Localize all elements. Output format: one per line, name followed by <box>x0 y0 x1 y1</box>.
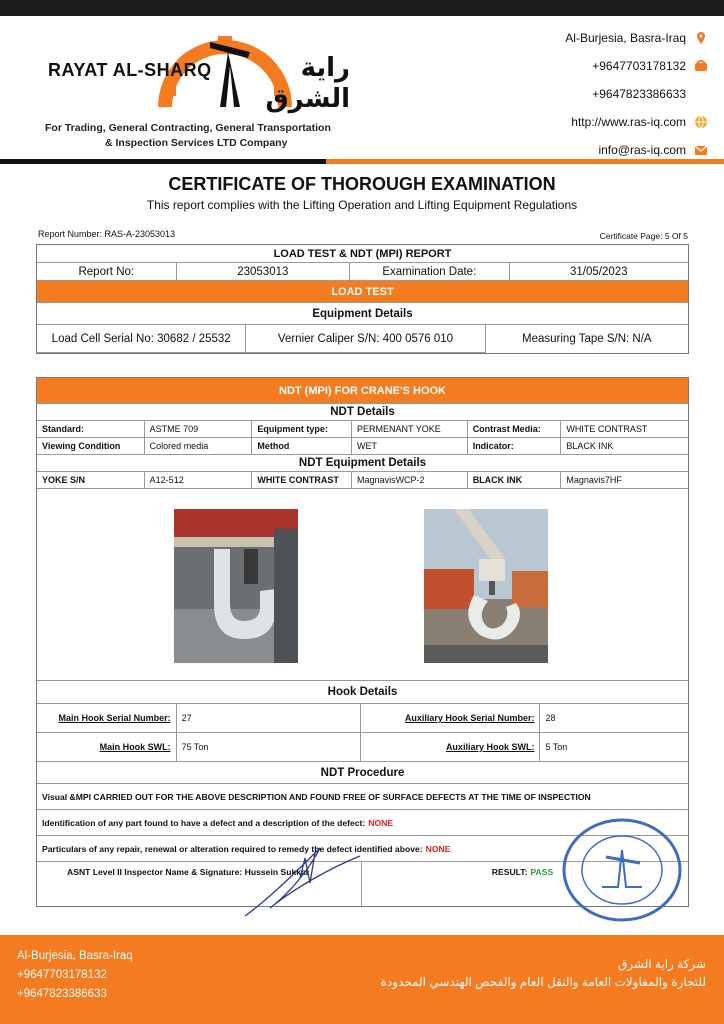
footer-contact <box>17 947 133 1004</box>
indicator-label: Indicator: <box>468 438 562 455</box>
exam-date-label: Examination Date: <box>350 263 510 281</box>
ndt-banner: NDT (MPI) FOR CRANE'S HOOK <box>37 378 688 404</box>
aux-hook-serial-value: 28 <box>540 704 688 733</box>
certificate-title: CERTIFICATE OF THOROUGH EXAMINATION <box>168 174 556 194</box>
letterhead <box>0 16 724 161</box>
website-link[interactable]: http://www.ras-iq.com <box>571 115 686 129</box>
aux-hook-serial-label: Auxiliary Hook Serial Number: <box>361 704 540 733</box>
contrast-media-value: WHITE CONTRAST <box>561 421 688 438</box>
footer-address: Al-Burjesia, Basra-Iraq <box>17 950 133 962</box>
result-label: RESULT: <box>491 867 528 877</box>
main-hook-swl-value: 75 Ton <box>177 733 361 762</box>
footer-phone-2: +9647823386633 <box>17 988 107 1000</box>
ndt-equipment-details-heading: NDT Equipment Details <box>37 455 688 472</box>
footer-ar-line-1: شركة راية الشرق <box>617 957 706 971</box>
aux-hook-swl-value: 5 Ton <box>540 733 688 762</box>
black-ink-value: Magnavis7HF <box>561 472 688 489</box>
footer <box>0 935 724 1024</box>
company-name-en: RAYAT AL-SHARQ <box>48 60 212 80</box>
report-table <box>36 244 689 354</box>
ndt-procedure-heading: NDT Procedure <box>37 762 688 784</box>
indicator-value: BLACK INK <box>561 438 688 455</box>
load-cell-serial: Load Cell Serial No: 30682 / 25532 <box>37 325 246 353</box>
email-link[interactable]: info@ras-iq.com <box>598 143 686 157</box>
main-hook-serial-label: Main Hook Serial Number: <box>37 704 177 733</box>
inspector-signature <box>240 838 370 923</box>
company-stamp <box>560 815 685 925</box>
footer-ar-line-2: للتجارة والمقاولات العامة والنقل العام والفحص الهندسي المحدودة <box>380 975 706 989</box>
company-tagline-1: For Trading, General Contracting, General Transportation <box>45 122 331 134</box>
result-value: PASS <box>530 867 554 877</box>
ndt-details-heading: NDT Details <box>37 404 688 421</box>
certificate-page: Certificate Page: 5 Of 5 <box>599 231 688 241</box>
white-contrast-label: WHITE CONTRAST <box>252 472 352 489</box>
vernier-caliper-serial: Vernier Caliper S/N: 400 0576 010 <box>246 325 485 353</box>
main-hook-serial-value: 27 <box>177 704 361 733</box>
report-table-heading: LOAD TEST & NDT (MPI) REPORT <box>37 245 688 263</box>
footer-arabic <box>381 955 706 991</box>
contact-block <box>565 24 708 164</box>
phone-2-text: +9647823386633 <box>592 87 686 101</box>
method-label: Method <box>252 438 352 455</box>
defect-value: NONE <box>368 817 394 828</box>
black-ink-label: BLACK INK <box>468 472 562 489</box>
contrast-media-label: Contrast Media: <box>468 421 562 438</box>
load-test-banner: LOAD TEST <box>37 281 688 303</box>
auxiliary-hook-photo <box>424 509 548 663</box>
top-bar <box>0 0 724 16</box>
equipment-type-label: Equipment type: <box>252 421 352 438</box>
company-logo <box>40 22 350 157</box>
hook-photos <box>37 489 688 681</box>
method-value: WET <box>352 438 468 455</box>
report-no-value: 23053013 <box>177 263 350 281</box>
viewing-condition-value: Colored media <box>145 438 253 455</box>
inspector-signature-field: ASNT Level II Inspector Name & Signature: Hussein Sukkar <box>37 862 362 906</box>
company-name-ar: راية الشرق <box>265 52 350 113</box>
procedure-text: Visual &MPI CARRIED OUT FOR THE ABOVE DESCRIPTION AND FOUND FREE OF SURFACE DEFECTS AT THE TIME OF INSPECTION <box>37 784 688 810</box>
company-tagline-2: & Inspection Services LTD Company <box>105 137 288 149</box>
repair-value: NONE <box>425 843 451 854</box>
defect-label: Identification of any part found to have a defect and a description of the defect: <box>42 817 366 828</box>
main-hook-photo <box>174 509 298 663</box>
report-number: Report Number: RAS-A-23053013 <box>38 229 176 239</box>
globe-icon <box>694 115 708 129</box>
equipment-type-value: PERMENANT YOKE <box>352 421 468 438</box>
viewing-condition-label: Viewing Condition <box>37 438 145 455</box>
yoke-value: A12-512 <box>145 472 253 489</box>
report-no-label: Report No: <box>37 263 177 281</box>
location-pin-icon <box>694 31 708 45</box>
measuring-tape-serial: Measuring Tape S/N: N/A <box>522 333 652 345</box>
white-contrast-value: MagnavisWCP-2 <box>352 472 468 489</box>
footer-phone-1: +9647703178132 <box>17 969 107 981</box>
repair-label: Particulars of any repair, renewal or alteration required to remedy the defect identified above: <box>42 843 423 854</box>
header-divider <box>0 159 724 164</box>
standard-label: Standard: <box>37 421 145 438</box>
mail-icon <box>694 143 708 157</box>
address-text: Al-Burjesia, Basra-Iraq <box>565 31 686 45</box>
yoke-label: YOKE S/N <box>37 472 145 489</box>
phone-1-text: +9647703178132 <box>592 59 686 73</box>
phone-icon <box>694 59 708 73</box>
exam-date-value: 31/05/2023 <box>510 263 688 281</box>
main-hook-swl-label: Main Hook SWL: <box>37 733 177 762</box>
standard-value: ASTME 709 <box>145 421 253 438</box>
hook-details-heading: Hook Details <box>37 681 688 704</box>
certificate-subtitle: This report complies with the Lifting Operation and Lifting Equipment Regulations <box>146 198 578 212</box>
equipment-details-heading: Equipment Details <box>37 303 688 325</box>
aux-hook-swl-label: Auxiliary Hook SWL: <box>361 733 540 762</box>
